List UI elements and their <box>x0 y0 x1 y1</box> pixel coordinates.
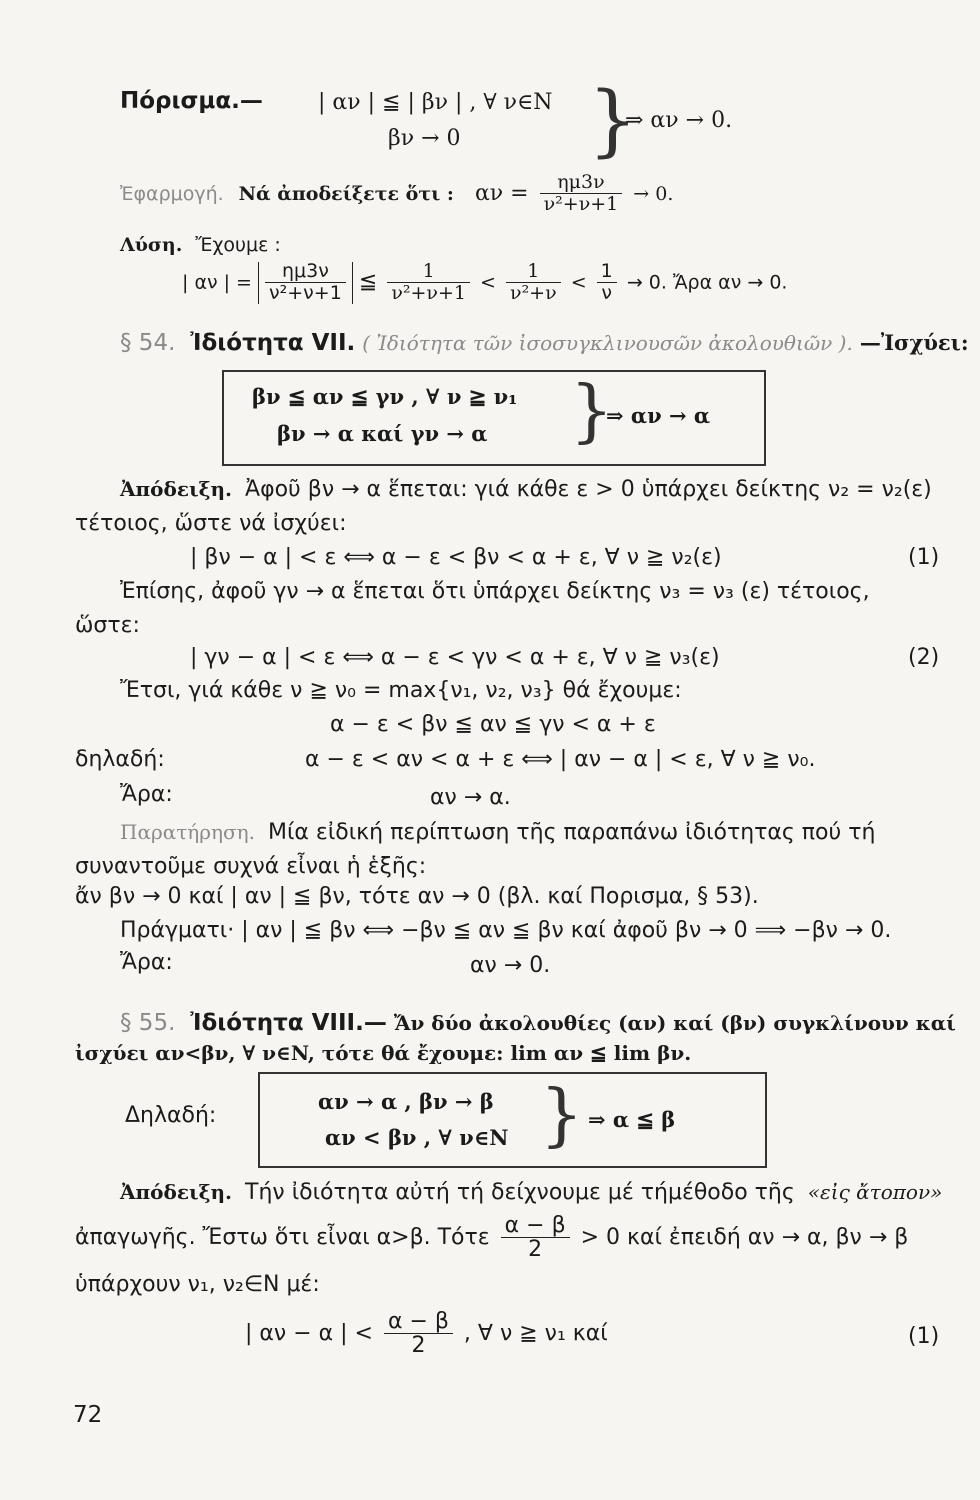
apodeixi1-eq3: α − ε < βν ≦ αν ≦ γν < α + ε <box>330 712 656 737</box>
s54-title: Ἰδιότητα VII. <box>190 330 356 356</box>
fraction-denominator: ν²+ν+1 <box>269 281 342 304</box>
s54-heading <box>120 330 969 356</box>
s54-box-result: ⇒ αν → α <box>606 403 711 428</box>
s54-box-line1: βν ≦ αν ≦ γν , ∀ ν ≧ ν₁ <box>252 384 518 409</box>
apodeixi1-eq5: αν → α. <box>430 785 511 810</box>
apodeixi2-eq-fraction <box>384 1310 453 1358</box>
apodeixi1-text2: τέτοιος, ὥστε νά ἰσχύει: <box>75 511 347 536</box>
apodeixi2-quote: «εἰς ἄτοπον» <box>807 1180 943 1204</box>
fraction-numerator: 1 <box>597 262 617 283</box>
lysi-label: Λύση. <box>120 234 183 256</box>
efarmogi-fraction <box>540 173 623 215</box>
apodeixi1-ara: Ἄρα: <box>120 782 173 807</box>
s55-box-result: ⇒ α ≦ β <box>588 1107 676 1132</box>
efarmogi-lhs: αν = <box>474 180 529 206</box>
apodeixi1-eq4: α − ε < αν < α + ε ⟺ | αν − α | < ε, ∀ ν ≧ ν₀. <box>305 747 816 772</box>
lysi-intro <box>120 232 281 257</box>
lysi-tail: → 0. Ἄρα αν → 0. <box>626 271 788 294</box>
s55-box-line1: αν → α , βν → β <box>318 1089 494 1114</box>
porisma-result: ⇒ αν → 0. <box>625 108 733 133</box>
fraction-numerator: α − β <box>501 1214 570 1238</box>
right-brace-icon: } <box>540 1076 584 1155</box>
apodeixi1-text3: Ἐπίσης, ἀφοῦ γν → α ἕπεται ὅτι ὑπάρχει δείκτης ν₃ = ν₃ (ε) τέτοιος, <box>120 579 870 604</box>
apodeixi2-text2b: > 0 καί ἐπειδή αν → α, βν → β <box>580 1225 909 1251</box>
porisma-line2: βν → 0 <box>388 126 461 151</box>
porisma-line1: | αν | ≦ | βν | , ∀ ν∈N <box>318 90 553 115</box>
fraction-denominator: 2 <box>411 1333 426 1359</box>
apodeixi2-eq <box>245 1310 608 1358</box>
lysi-text: Ἔχουμε : <box>195 234 281 256</box>
lysi-fraction-1 <box>265 262 346 304</box>
apodeixi1-row1 <box>120 477 932 502</box>
apodeixi1-eq2: | γν − α | < ε ⟺ α − ε < γν < α + ε, ∀ ν ≧ ν₃(ε) <box>190 645 720 670</box>
s55-heading <box>120 1010 956 1036</box>
apodeixi2-row2 <box>75 1214 908 1262</box>
apodeixi1-text5: Ἔτσι, γιά κάθε ν ≧ ν₀ = max{ν₁, ν₂, ν₃} θά ἔχουμε: <box>120 678 682 703</box>
efarmogi-label: Ἐφαρμογή. <box>120 182 224 205</box>
s55-title: Ἰδιότητα VIII.— <box>190 1010 387 1036</box>
fraction-numerator: 1 <box>506 262 561 283</box>
s55-text1: Ἄν δύο ἀκολουθίες (αν) καί (βν) συγκλίνουν καί <box>393 1011 956 1035</box>
paratirisi-text3: ἄν βν → 0 καί | αν | ≦ βν, τότε αν → 0 (βλ. καί Πορισμα, § 53). <box>75 884 759 909</box>
apodeixi1-eq2-tag: (2) <box>908 645 940 670</box>
apodeixi2-eq-tag: (1) <box>908 1324 940 1349</box>
apodeixi1-eq1: | βν − α | < ε ⟺ α − ε < βν < α + ε, ∀ ν ≧ ν₂(ε) <box>190 545 722 570</box>
apodeixi1-eq1-tag: (1) <box>908 545 940 570</box>
s55-theorem-box <box>258 1072 767 1168</box>
s55-box-line2: αν < βν , ∀ ν∈N <box>325 1125 509 1150</box>
s55-number: § 55. <box>120 1010 176 1036</box>
lysi-fraction-2 <box>387 262 470 304</box>
paratirisi-row1 <box>120 820 875 845</box>
lysi-abs-lhs: | αν | = <box>182 271 252 294</box>
paratirisi-text4: Πράγματι· | αν | ≦ βν ⟺ −βν ≦ αν ≦ βν καί ἀφοῦ βν → 0 ⟹ −βν → 0. <box>120 918 892 943</box>
apodeixi2-fraction <box>501 1214 570 1262</box>
lysi-equation <box>182 262 787 304</box>
paratirisi-eq: αν → 0. <box>470 953 551 978</box>
porisma-label: Πόρισμα.— <box>120 88 263 114</box>
fraction-numerator: ημ3ν <box>265 262 346 283</box>
lysi-fraction-4 <box>597 262 617 304</box>
fraction-numerator: α − β <box>384 1310 453 1334</box>
apodeixi1-dilad: δηλαδή: <box>75 747 165 772</box>
page-number: 72 <box>73 1402 103 1428</box>
efarmogi-text: Νά ἀποδείξετε ὅτι : <box>238 182 454 205</box>
apodeixi2-row1 <box>120 1180 942 1205</box>
lysi-lt-1: < <box>480 271 496 294</box>
abs-bars <box>258 262 353 304</box>
fraction-denominator: ν²+ν+1 <box>543 192 619 215</box>
fraction-numerator: ημ3ν <box>540 173 623 194</box>
fraction-denominator: ν²+ν <box>510 281 557 304</box>
fraction-denominator: 2 <box>528 1237 543 1263</box>
apodeixi2-eq-lhs: | αν − α | < <box>245 1321 373 1347</box>
s54-subtitle: ( Ἰδιότητα τῶν ἰσοσυγκλινουσῶν ἀκολουθιῶν ). <box>362 331 853 355</box>
s54-isxyei: —Ἰσχύει: <box>859 330 969 355</box>
s55-dilad: Δηλαδή: <box>125 1103 217 1128</box>
apodeixi2-text3: ὑπάρχουν ν₁, ν₂∈N μέ: <box>75 1272 320 1297</box>
s54-number: § 54. <box>120 330 176 356</box>
apodeixi2-text1: Τήν ἰδιότητα αὐτή τή δείχνουμε μέ τήμέθοδο τῆς <box>245 1180 795 1205</box>
efarmogi-tail: → 0. <box>633 182 674 205</box>
paratirisi-ara: Ἄρα: <box>120 950 173 975</box>
right-brace-icon: } <box>570 372 614 451</box>
paratirisi-text1: Μία εἰδική περίπτωση τῆς παραπάνω ἰδιότητας πού τή <box>268 820 876 845</box>
lysi-fraction-3 <box>506 262 561 304</box>
lysi-lt-2: < <box>570 271 587 294</box>
apodeixi2-eq-rhs: , ∀ ν ≧ ν₁ καί <box>463 1321 608 1347</box>
paratirisi-text2: συναντοῦμε συχνά εἶναι ἡ ἑξῆς: <box>75 854 427 879</box>
s54-box-line2: βν → α καί γν → α <box>277 421 488 446</box>
apodeixi1-label: Ἀπόδειξη. <box>120 477 233 501</box>
right-brace-icon: } <box>588 76 638 166</box>
apodeixi2-label: Ἀπόδειξη. <box>120 1180 233 1204</box>
fraction-numerator: 1 <box>387 262 470 283</box>
fraction-denominator: ν²+ν+1 <box>391 281 466 304</box>
apodeixi1-text4: ὥστε: <box>75 613 140 638</box>
paratirisi-label: Παρατήρηση. <box>120 820 255 844</box>
apodeixi2-text2a: ἀπαγωγῆς. Ἔστω ὅτι εἶναι α>β. Τότε <box>75 1225 490 1251</box>
lysi-le: ≦ <box>358 269 378 295</box>
s55-text2: ἰσχύει αν<βν, ∀ ν∈N, τότε θά ἔχουμε: lim αν ≦ lim βν. <box>75 1041 692 1065</box>
fraction-denominator: ν <box>601 281 613 304</box>
apodeixi1-text1: Ἀφοῦ βν → α ἕπεται: γιά κάθε ε > 0 ὑπάρχει δείκτης ν₂ = ν₂(ε) <box>245 477 932 502</box>
efarmogi-row <box>120 173 673 215</box>
